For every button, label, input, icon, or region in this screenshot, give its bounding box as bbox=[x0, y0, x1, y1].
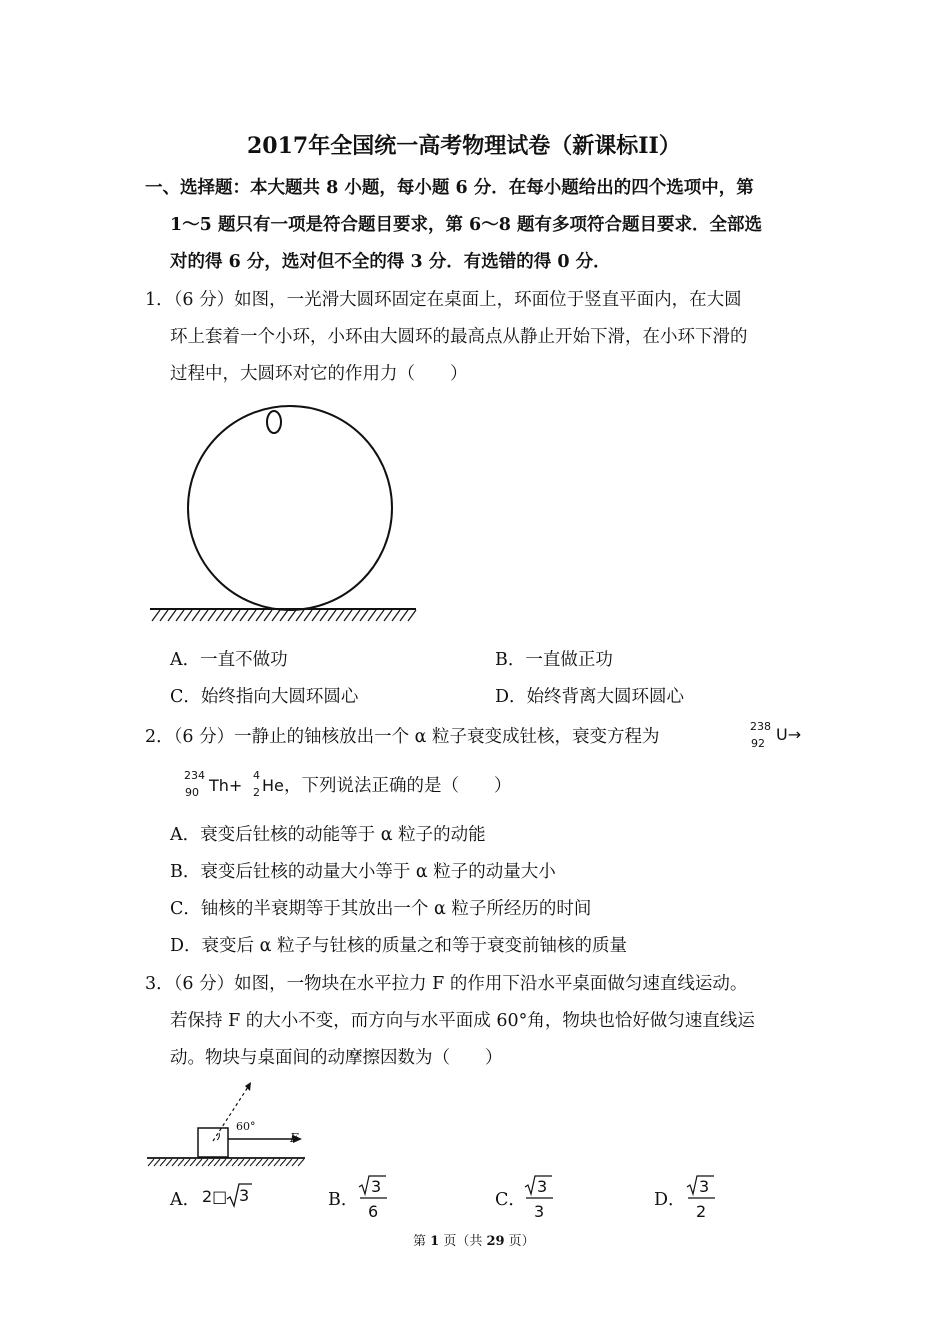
q3-stem-line-3: 动。物块与桌面间的动摩擦因数为（ ） bbox=[170, 1048, 503, 1068]
footer-middle: 页（共 bbox=[439, 1234, 487, 1249]
th-atomic-number: 90 bbox=[185, 786, 199, 799]
q3-figure-force-label: F bbox=[290, 1131, 299, 1145]
page-title: 2017年全国统一高考物理试卷（新课标II） bbox=[247, 133, 681, 159]
q2-stem-line-2: ，下列说法正确的是（ ） bbox=[284, 776, 512, 796]
q3-option-b-numerator: 3 bbox=[371, 1177, 382, 1196]
q3-figure-angle-label: 60° bbox=[236, 1120, 256, 1133]
q3-option-a-radicand: 3 bbox=[239, 1186, 250, 1205]
nuclide-thorium bbox=[182, 768, 252, 802]
q3-option-b-fraction bbox=[357, 1175, 389, 1221]
q2-option-d[interactable]: D．衰变后 α 粒子与钍核的质量之和等于衰变前铀核的质量 bbox=[170, 936, 627, 956]
q3-option-b-label[interactable]: B． bbox=[328, 1190, 359, 1210]
section-intro-line-1: 一、选择题：本大题共 8 小题，每小题 6 分．在每小题给出的四个选项中，第 bbox=[145, 178, 754, 198]
footer-prefix: 第 bbox=[413, 1234, 431, 1249]
section-intro-line-2: 1～5 题只有一项是符合题目要求，第 6～8 题有多项符合题目要求．全部选 bbox=[170, 215, 762, 235]
th-symbol: Th+ bbox=[209, 776, 243, 795]
q3-stem-line-2: 若保持 F 的大小不变，而方向与水平面成 60°角，物块也恰好做匀速直线运 bbox=[170, 1011, 755, 1031]
u-atomic-number: 92 bbox=[751, 737, 765, 750]
u-symbol: U→ bbox=[776, 725, 802, 744]
he-symbol: He bbox=[262, 776, 284, 795]
nuclide-uranium bbox=[748, 719, 808, 753]
q1-figure-ring bbox=[148, 405, 428, 635]
q2-option-b[interactable]: B．衰变后钍核的动量大小等于 α 粒子的动量大小 bbox=[170, 862, 556, 882]
q3-option-a-radical bbox=[226, 1182, 254, 1210]
q3-option-c-label[interactable]: C． bbox=[495, 1190, 526, 1210]
he-mass-number: 4 bbox=[253, 769, 260, 782]
footer-total-pages: 29 bbox=[486, 1234, 505, 1249]
q3-option-c-numerator: 3 bbox=[537, 1177, 548, 1196]
q1-stem-line-2: 环上套着一个小环，小环由大圆环的最高点从静止开始下滑，在小环下滑的 bbox=[170, 327, 748, 347]
q1-option-b[interactable]: B．一直做正功 bbox=[495, 650, 613, 670]
q1-option-d[interactable]: D．始终背离大圆环圆心 bbox=[495, 687, 685, 707]
q1-stem-line-3: 过程中，大圆环对它的作用力（ ） bbox=[170, 364, 468, 384]
he-atomic-number: 2 bbox=[253, 786, 260, 799]
page-footer bbox=[413, 1230, 535, 1249]
q1-option-c[interactable]: C．始终指向大圆环圆心 bbox=[170, 687, 359, 707]
q2-option-a[interactable]: A．衰变后钍核的动能等于 α 粒子的动能 bbox=[170, 825, 486, 845]
footer-suffix: 页） bbox=[504, 1234, 535, 1249]
q3-option-c-denominator: 3 bbox=[534, 1202, 545, 1221]
q3-option-a-label[interactable]: A． bbox=[170, 1190, 201, 1210]
q3-option-d-label[interactable]: D． bbox=[654, 1190, 686, 1210]
q1-stem-line-1: 1．（6 分）如图，一光滑大圆环固定在桌面上，环面位于竖直平面内，在大圆 bbox=[145, 290, 742, 310]
u-mass-number: 238 bbox=[750, 720, 771, 733]
q3-option-b-denominator: 6 bbox=[368, 1202, 379, 1221]
q3-option-a-coefficient: 2□ bbox=[202, 1187, 228, 1206]
q3-option-c-fraction bbox=[523, 1175, 555, 1221]
q3-figure-block bbox=[145, 1080, 315, 1180]
q2-stem-line-1: 2．（6 分）一静止的铀核放出一个 α 粒子衰变成钍核，衰变方程为 bbox=[145, 727, 660, 747]
footer-page-number: 1 bbox=[430, 1234, 440, 1249]
q2-option-c[interactable]: C．铀核的半衰期等于其放出一个 α 粒子所经历的时间 bbox=[170, 899, 592, 919]
q3-stem-line-1: 3．（6 分）如图，一物块在水平拉力 F 的作用下沿水平桌面做匀速直线运动。 bbox=[145, 974, 748, 994]
q3-option-d-numerator: 3 bbox=[699, 1177, 710, 1196]
th-mass-number: 234 bbox=[184, 769, 205, 782]
q3-option-d-denominator: 2 bbox=[696, 1202, 707, 1221]
q1-option-a[interactable]: A．一直不做功 bbox=[170, 650, 288, 670]
section-intro-line-3: 对的得 6 分，选对但不全的得 3 分．有选错的得 0 分． bbox=[170, 252, 611, 272]
q3-option-d-fraction bbox=[685, 1175, 717, 1221]
